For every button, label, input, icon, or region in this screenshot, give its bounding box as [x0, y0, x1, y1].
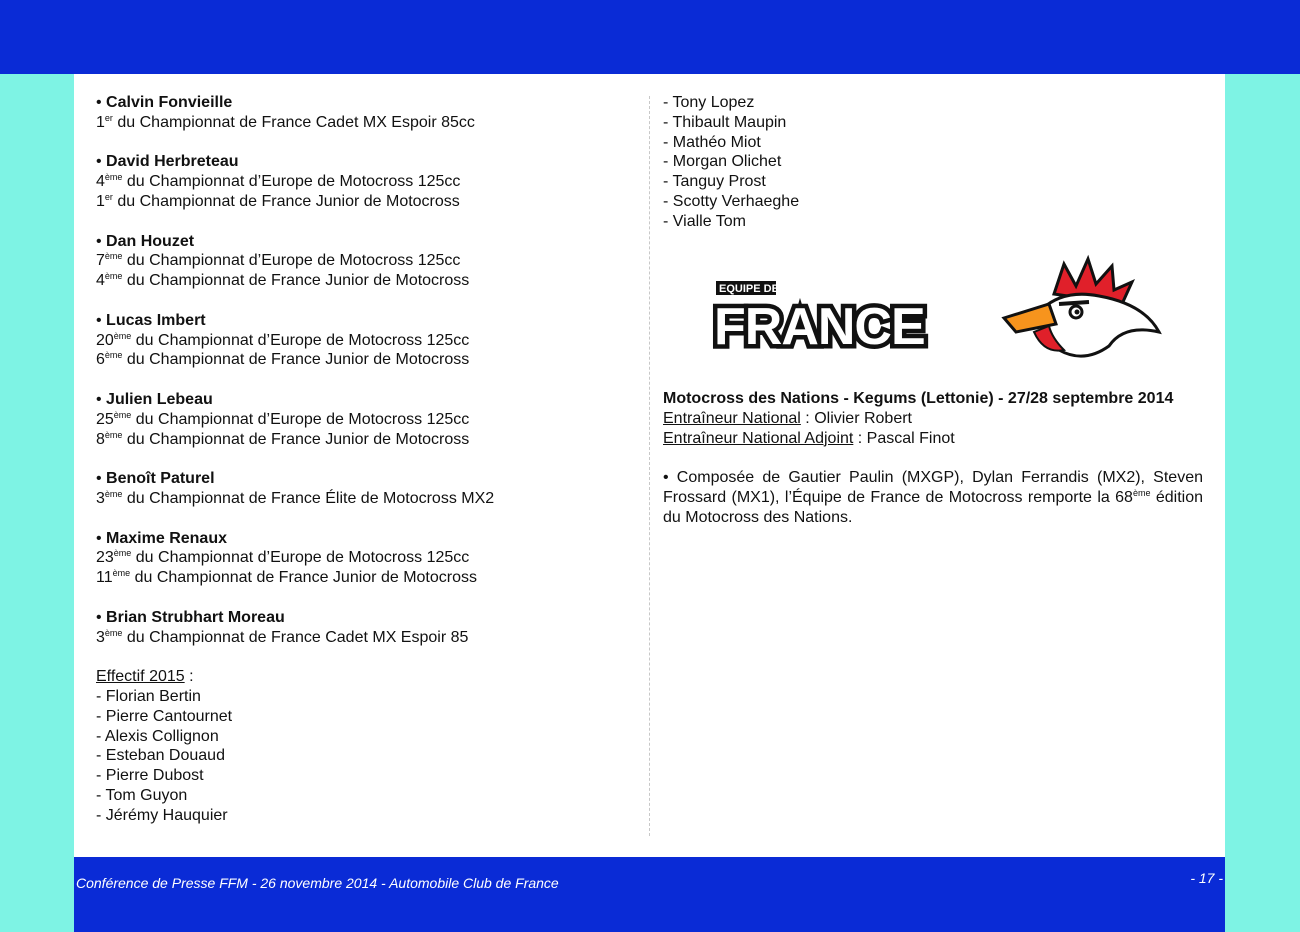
nations-paragraph — [663, 468, 1203, 527]
rider-result — [96, 489, 636, 509]
footer-text: Conférence de Presse FFM - 26 novembre 2014 - Automobile Club de France — [76, 875, 559, 891]
result-rank-suffix: er — [104, 191, 113, 202]
rider-name-text: Maxime Renaux — [106, 529, 227, 547]
result-text: du Championnat de France Junior de Motocross — [134, 569, 477, 587]
result-rank-suffix: ème — [104, 429, 123, 440]
result-rank: 6 — [96, 351, 105, 369]
logo-main-text: FRANCE — [714, 298, 925, 356]
result-rank-suffix: ème — [104, 350, 123, 361]
rider-entry — [96, 469, 636, 509]
rider-result — [96, 192, 636, 212]
result-rank-suffix: ème — [113, 330, 132, 341]
document-page — [74, 74, 1225, 857]
rider-result — [96, 548, 636, 568]
rider-heading: • Dan Houzet — [96, 232, 195, 250]
rider-name-text: Benoît Paturel — [106, 470, 215, 488]
effectif-member: - Pierre Dubost — [96, 767, 204, 785]
rider-heading: • Benoît Paturel — [96, 470, 215, 488]
rider-result — [96, 251, 636, 271]
rider-result — [96, 628, 636, 648]
result-rank: 7 — [96, 252, 105, 270]
rider-list — [96, 93, 636, 647]
rider-entry — [96, 93, 636, 133]
paragraph-sup: ème — [1132, 487, 1151, 498]
left-column — [96, 93, 636, 825]
result-rank-suffix: ème — [113, 409, 132, 420]
paragraph-part2: édition du Motocross des Nations. — [663, 488, 1203, 526]
result-rank-suffix: ème — [104, 627, 123, 638]
equipe-de-france-logo — [704, 254, 1164, 364]
header-bar — [0, 0, 1300, 74]
result-rank: 4 — [96, 272, 105, 290]
result-text: du Championnat de France Junior de Motocross — [117, 192, 460, 210]
effectif-colon: : — [184, 668, 194, 686]
rider-entry — [96, 390, 636, 449]
result-rank: 4 — [96, 173, 105, 191]
rider-entry — [96, 152, 636, 211]
result-rank-suffix: er — [104, 112, 113, 123]
rider-heading: • Calvin Fonvieille — [96, 94, 233, 111]
rider-entry — [96, 529, 636, 588]
rider-result — [96, 331, 636, 351]
rider-entry — [96, 311, 636, 370]
assistant-line — [663, 429, 1203, 449]
result-text: du Championnat de France Cadet MX Espoir 85cc — [117, 113, 475, 131]
rider-heading: • Maxime Renaux — [96, 529, 227, 547]
coach-line — [663, 409, 1203, 429]
effectif-member: - Morgan Olichet — [663, 153, 782, 171]
footer-bar — [74, 857, 1225, 932]
result-text: du Championnat d’Europe de Motocross 125cc — [135, 331, 470, 349]
result-rank-suffix: ème — [104, 251, 123, 262]
result-text: du Championnat de France Junior de Motocross — [126, 351, 470, 369]
effectif-member: - Thibault Maupin — [663, 113, 787, 131]
result-text: du Championnat de France Junior de Motocross — [126, 272, 470, 290]
result-rank-suffix: ème — [104, 488, 123, 499]
effectif-member: - Mathéo Miot — [663, 133, 761, 151]
rooster-icon — [1004, 259, 1159, 356]
result-text: du Championnat d’Europe de Motocross 125cc — [135, 410, 470, 428]
rider-name-text: David Herbreteau — [106, 153, 239, 171]
nations-title: Motocross des Nations - Kegums (Lettonie) - 27/28 septembre 2014 — [663, 390, 1174, 407]
coach-label: Entraîneur National — [663, 409, 801, 427]
right-column — [663, 93, 1203, 232]
effectif-list-continued — [663, 93, 1203, 232]
rider-heading: • Lucas Imbert — [96, 311, 206, 329]
result-rank-suffix: ème — [104, 271, 123, 282]
result-rank: 1 — [96, 192, 105, 210]
result-rank: 1 — [96, 113, 105, 131]
assistant-label: Entraîneur National Adjoint — [663, 429, 854, 447]
rider-name-text: Lucas Imbert — [106, 311, 206, 329]
result-text: du Championnat de France Junior de Motocross — [126, 430, 470, 448]
effectif-member: - Alexis Collignon — [96, 727, 219, 745]
result-rank: 20 — [96, 331, 114, 349]
rider-name-text: Julien Lebeau — [106, 390, 213, 408]
effectif-member: - Tanguy Prost — [663, 173, 766, 191]
effectif-member: - Pierre Cantournet — [96, 707, 233, 725]
rider-name-text: Brian Strubhart Moreau — [106, 608, 285, 626]
page-number: - 17 - — [1190, 870, 1223, 886]
result-text: du Championnat d’Europe de Motocross 125cc — [135, 549, 470, 567]
rider-result — [96, 172, 636, 192]
effectif-list — [96, 687, 636, 826]
result-rank: 8 — [96, 430, 105, 448]
result-text: du Championnat d’Europe de Motocross 125cc — [126, 173, 461, 191]
effectif-member: - Scotty Verhaeghe — [663, 192, 800, 210]
result-rank: 11 — [96, 569, 113, 587]
nations-section — [663, 389, 1203, 528]
result-rank: 3 — [96, 628, 105, 646]
column-divider — [649, 96, 650, 836]
rider-name-text: Dan Houzet — [106, 232, 195, 250]
rider-name-text: Calvin Fonvieille — [106, 94, 233, 111]
rider-result — [96, 350, 636, 370]
rider-entry — [96, 608, 636, 648]
logo-top-text: EQUIPE DE — [719, 283, 779, 295]
effectif-member: - Vialle Tom — [663, 212, 746, 230]
effectif-heading — [96, 667, 636, 687]
rider-heading: • Brian Strubhart Moreau — [96, 608, 285, 626]
rider-result — [96, 568, 636, 588]
effectif-member: - Esteban Douaud — [96, 747, 225, 765]
result-rank-suffix: ème — [112, 568, 131, 579]
rider-result — [96, 430, 636, 450]
rider-result — [96, 113, 636, 133]
rider-entry — [96, 232, 636, 291]
rider-heading: • Julien Lebeau — [96, 390, 213, 408]
effectif-label: Effectif 2015 — [96, 668, 185, 686]
assistant-value: : Pascal Finot — [853, 429, 955, 447]
result-rank: 3 — [96, 489, 105, 507]
result-rank-suffix: ème — [113, 548, 132, 559]
effectif-member: - Tony Lopez — [663, 94, 755, 111]
effectif-member: - Florian Bertin — [96, 687, 201, 705]
rider-result — [96, 271, 636, 291]
coach-value: : Olivier Robert — [800, 409, 912, 427]
result-text: du Championnat de France Élite de Motocross MX2 — [126, 489, 495, 507]
paragraph-part1: • Composée de Gautier Paulin (MXGP), Dylan Ferrandis (MX2), Steven Frossard (MX1), l’Équipe de France de Motocross remporte la 68 — [663, 469, 1203, 506]
result-text: du Championnat de France Cadet MX Espoir 85 — [126, 628, 469, 646]
result-rank: 25 — [96, 410, 114, 428]
effectif-member: - Tom Guyon — [96, 786, 188, 804]
rider-result — [96, 410, 636, 430]
effectif-member: - Jérémy Hauquier — [96, 806, 228, 824]
result-text: du Championnat d’Europe de Motocross 125cc — [126, 252, 461, 270]
rider-heading: • David Herbreteau — [96, 153, 239, 171]
result-rank: 23 — [96, 549, 114, 567]
result-rank-suffix: ème — [104, 172, 123, 183]
